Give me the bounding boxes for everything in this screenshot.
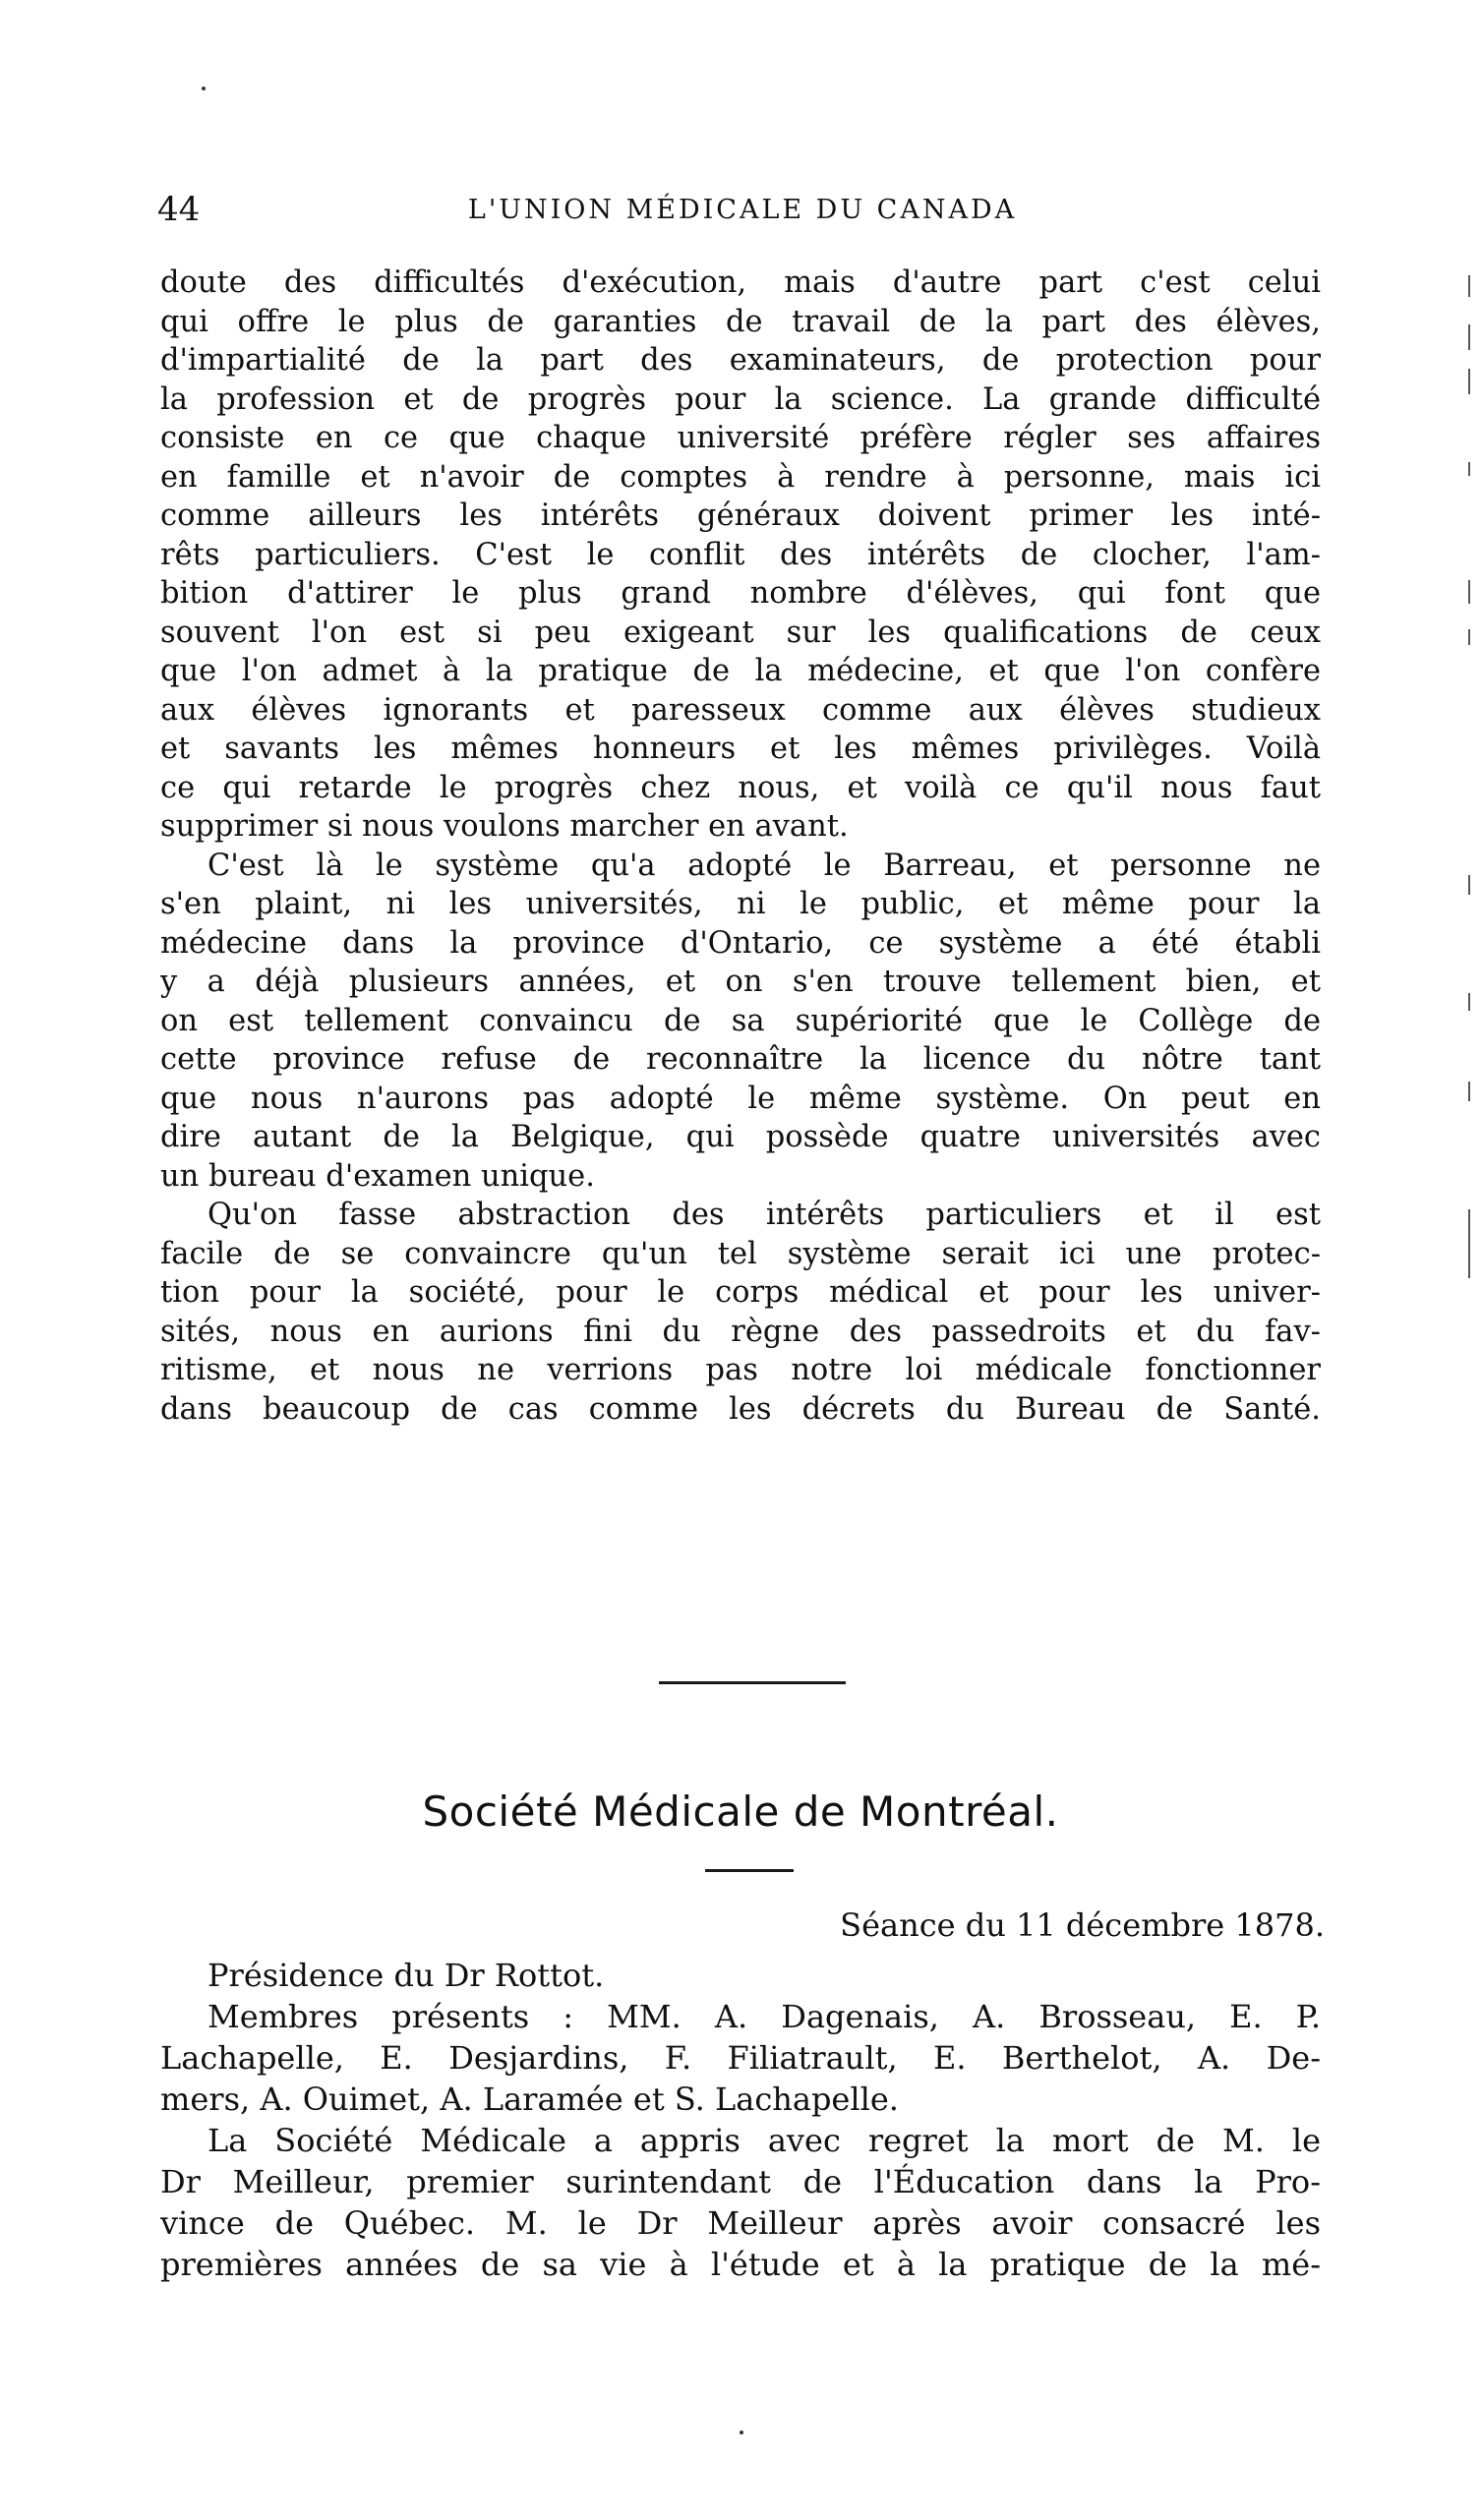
paragraph-2 bbox=[160, 847, 1321, 1197]
text-line: C'est là le système qu'a adopté le Barreau, et personne ne bbox=[207, 848, 1321, 883]
paragraph-3 bbox=[160, 1196, 1321, 1429]
text-line: consiste en ce que chaque université préfère régler ses affaires bbox=[160, 421, 1321, 455]
text-line: cette province refuse de reconnaître la licence du nôtre tant bbox=[160, 1042, 1321, 1077]
running-title: L'UNION MÉDICALE DU CANADA bbox=[467, 195, 1018, 225]
announcement-line: vince de Québec. M. le Dr Meilleur après avoir consacré les bbox=[160, 2204, 1321, 2242]
margin-mark bbox=[1468, 462, 1470, 476]
presidence-line: Présidence du Dr Rottot. bbox=[207, 1957, 605, 1994]
text-line: que nous n'aurons pas adopté le même système. On peut en bbox=[160, 1081, 1321, 1116]
text-line: on est tellement convaincu de sa supériorité que le Collège de bbox=[160, 1003, 1321, 1038]
text-line: sités, nous en aurions fini du règne des passedroits et du fav- bbox=[160, 1314, 1321, 1349]
section-title: Société Médicale de Montréal. bbox=[422, 1787, 1059, 1836]
text-line: rêts particuliers. C'est le conflit des intérêts de clocher, l'am- bbox=[160, 537, 1321, 572]
print-speck bbox=[740, 2431, 743, 2434]
text-line: un bureau d'examen unique. bbox=[160, 1158, 595, 1194]
margin-mark bbox=[1468, 1209, 1470, 1278]
text-line: Qu'on fasse abstraction des intérêts particuliers et il est bbox=[207, 1198, 1321, 1232]
text-line: y a déjà plusieurs années, et on s'en trouve tellement bien, et bbox=[160, 965, 1321, 999]
members-line: mers, A. Ouimet, A. Laramée et S. Lachapelle. bbox=[160, 2080, 899, 2118]
text-line: médecine dans la province d'Ontario, ce système a été établi bbox=[160, 925, 1321, 961]
text-line: aux élèves ignorants et paresseux comme aux élèves studieux bbox=[160, 692, 1321, 728]
page-number: 44 bbox=[157, 190, 201, 229]
section-divider bbox=[659, 1681, 846, 1684]
article-body bbox=[160, 264, 1321, 1429]
text-line: en famille et n'avoir de comptes à rendre à personne, mais ici bbox=[160, 459, 1321, 495]
announcement-line: La Société Médicale a appris avec regret la mort de M. le bbox=[207, 2122, 1321, 2159]
margin-mark bbox=[1468, 993, 1470, 1011]
margin-mark bbox=[1468, 324, 1470, 350]
text-line: dans beaucoup de cas comme les décrets du Bureau de Santé. bbox=[160, 1391, 1321, 1427]
margin-mark bbox=[1468, 275, 1470, 297]
title-underline bbox=[705, 1869, 794, 1872]
meeting-minutes bbox=[160, 1955, 1321, 2285]
text-line: supprimer si nous voulons marcher en avant. bbox=[160, 809, 849, 844]
text-line: et savants les mêmes honneurs et les mêmes privilèges. Voilà bbox=[160, 732, 1321, 766]
text-line: tion pour la société, pour le corps médical et pour les univer- bbox=[160, 1275, 1321, 1310]
text-line: doute des difficultés d'exécution, mais d'autre part c'est celui bbox=[160, 265, 1321, 300]
margin-mark bbox=[1468, 580, 1470, 604]
text-line: souvent l'on est si peu exigeant sur les qualifications de ceux bbox=[160, 615, 1321, 650]
text-line: d'impartialité de la part des examinateurs, de protection pour bbox=[160, 343, 1321, 378]
margin-mark bbox=[1468, 629, 1470, 645]
text-line: qui offre le plus de garanties de travail de la part des élèves, bbox=[160, 304, 1321, 339]
page-header bbox=[157, 187, 1328, 236]
members-line: Membres présents : MM. A. Dagenais, A. Brosseau, E. P. bbox=[207, 1998, 1321, 2035]
text-line: bition d'attirer le plus grand nombre d'élèves, qui font que bbox=[160, 576, 1321, 611]
text-line: ce qui retarde le progrès chez nous, et voilà ce qu'il nous faut bbox=[160, 770, 1321, 805]
text-line: facile de se convaincre qu'un tel système serait ici une protec- bbox=[160, 1236, 1321, 1271]
announcement-line: Dr Meilleur, premier surintendant de l'Éducation dans la Pro- bbox=[160, 2163, 1321, 2200]
members-line: Lachapelle, E. Desjardins, F. Filiatrault, E. Berthelot, A. De- bbox=[160, 2039, 1321, 2077]
session-date: Séance du 11 décembre 1878. bbox=[840, 1906, 1325, 1944]
text-line: s'en plaint, ni les universités, ni le public, et même pour la bbox=[160, 887, 1321, 921]
margin-mark bbox=[1468, 369, 1470, 394]
paragraph-1 bbox=[160, 264, 1321, 847]
text-line: la profession et de progrès pour la science. La grande difficulté bbox=[160, 381, 1321, 417]
margin-mark bbox=[1468, 1082, 1470, 1101]
print-speck bbox=[202, 87, 206, 90]
text-line: comme ailleurs les intérêts généraux doivent primer les inté- bbox=[160, 498, 1321, 533]
text-line: ritisme, et nous ne verrions pas notre loi médicale fonctionner bbox=[160, 1353, 1321, 1387]
text-line: dire autant de la Belgique, qui possède quatre universités avec bbox=[160, 1120, 1321, 1154]
text-line: que l'on admet à la pratique de la médecine, et que l'on confère bbox=[160, 654, 1321, 688]
announcement-line: premières années de sa vie à l'étude et à la pratique de la mé- bbox=[160, 2246, 1321, 2283]
margin-mark bbox=[1468, 875, 1470, 895]
